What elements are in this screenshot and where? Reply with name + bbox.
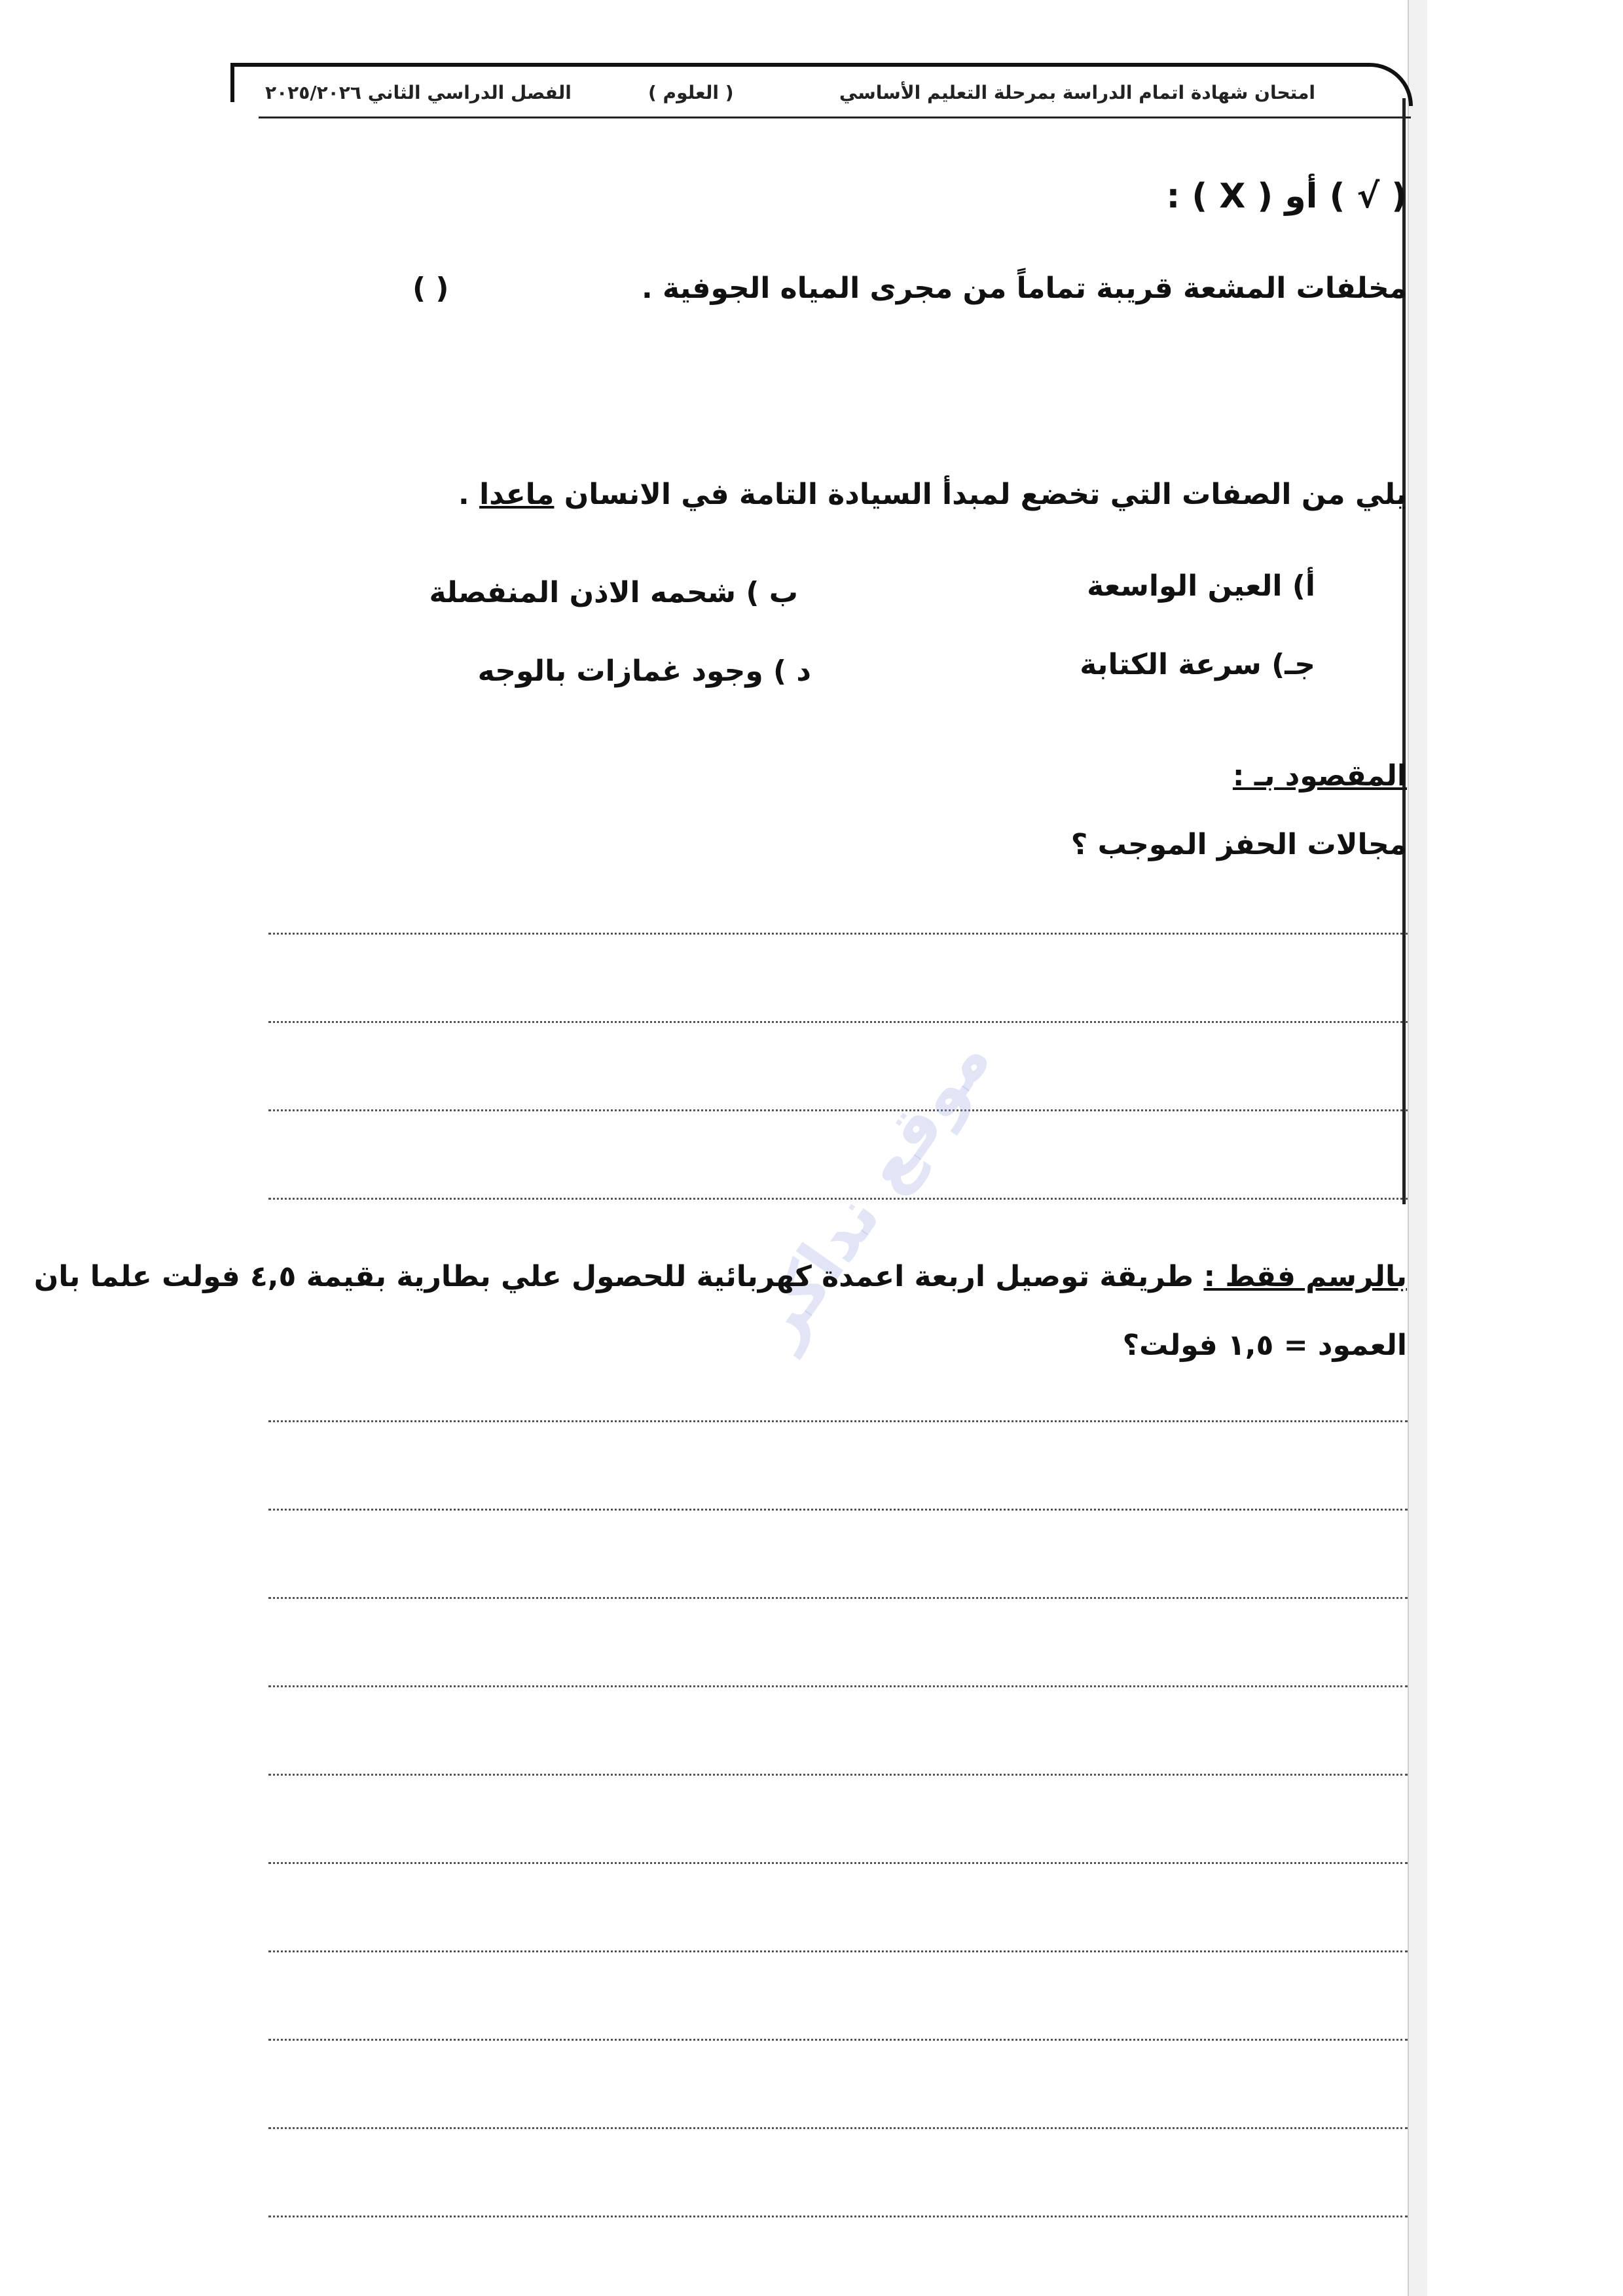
page-edge [1408,0,1427,2296]
page-frame-left [230,63,234,102]
answer-line [268,1021,1408,1023]
q4-label: بالرسم فقط : [1203,1260,1407,1293]
q2-option-c: جـ) سرعة الكتابة [1080,648,1315,681]
q2-stem-text: يلي من الصفات التي تخضع لمبدأ السيادة التامة في الانسان [564,478,1407,511]
q2-stem [458,478,1407,511]
q3-question: مجالات الحفز الموجب ؟ [1070,828,1407,861]
answer-line [268,1420,1408,1422]
q4-line2: العمود = ١,٥ فولت؟ [1122,1329,1407,1362]
q2-option-a: أ) العين الواسعة [1087,569,1315,603]
q4-line1 [34,1260,1407,1293]
watermark: موقع نداكر [738,1022,1006,1358]
answer-line [268,2127,1408,2129]
page-frame-right [1402,98,1406,1204]
answer-line [268,1774,1408,1776]
answer-line [268,2039,1408,2041]
term-label: الفصل الدراسي الثاني ٢٠٢٥/٢٠٢٦ [265,82,572,103]
answer-line [268,1685,1408,1687]
q1-answer-brackets: ( ) [412,272,449,305]
answer-line [268,2215,1408,2217]
q3-heading: المقصود بـ : [1232,759,1407,793]
answer-line [268,1109,1408,1111]
q2-stem-except: ماعدا [479,478,555,511]
q4-text: طريقة توصيل اربعة اعمدة كهربائية للحصول علي بطارية بقيمة ٤,٥ فولت علما بان [33,1260,1194,1293]
answer-line [268,1862,1408,1864]
answer-line [268,1509,1408,1511]
answer-line [268,1597,1408,1599]
q1-instruction: : ( X ) أو ( √ ) [1166,177,1407,216]
q1-statement: مخلفات المشعة قريبة تماماً من مجرى المياه الجوفية . [641,272,1407,305]
answer-line [268,1950,1408,1952]
q2-option-b: ب ) شحمه الاذن المنفصلة [429,576,798,609]
q2-stem-end: . [458,478,469,511]
header-rule [259,117,1411,118]
answer-line [268,933,1408,935]
q2-option-d: د ) وجود غمازات بالوجه [477,655,811,688]
exam-title: امتحان شهادة اتمام الدراسة بمرحلة التعليم الأساسي [839,82,1315,103]
subject-label: ( العلوم ) [648,82,734,103]
